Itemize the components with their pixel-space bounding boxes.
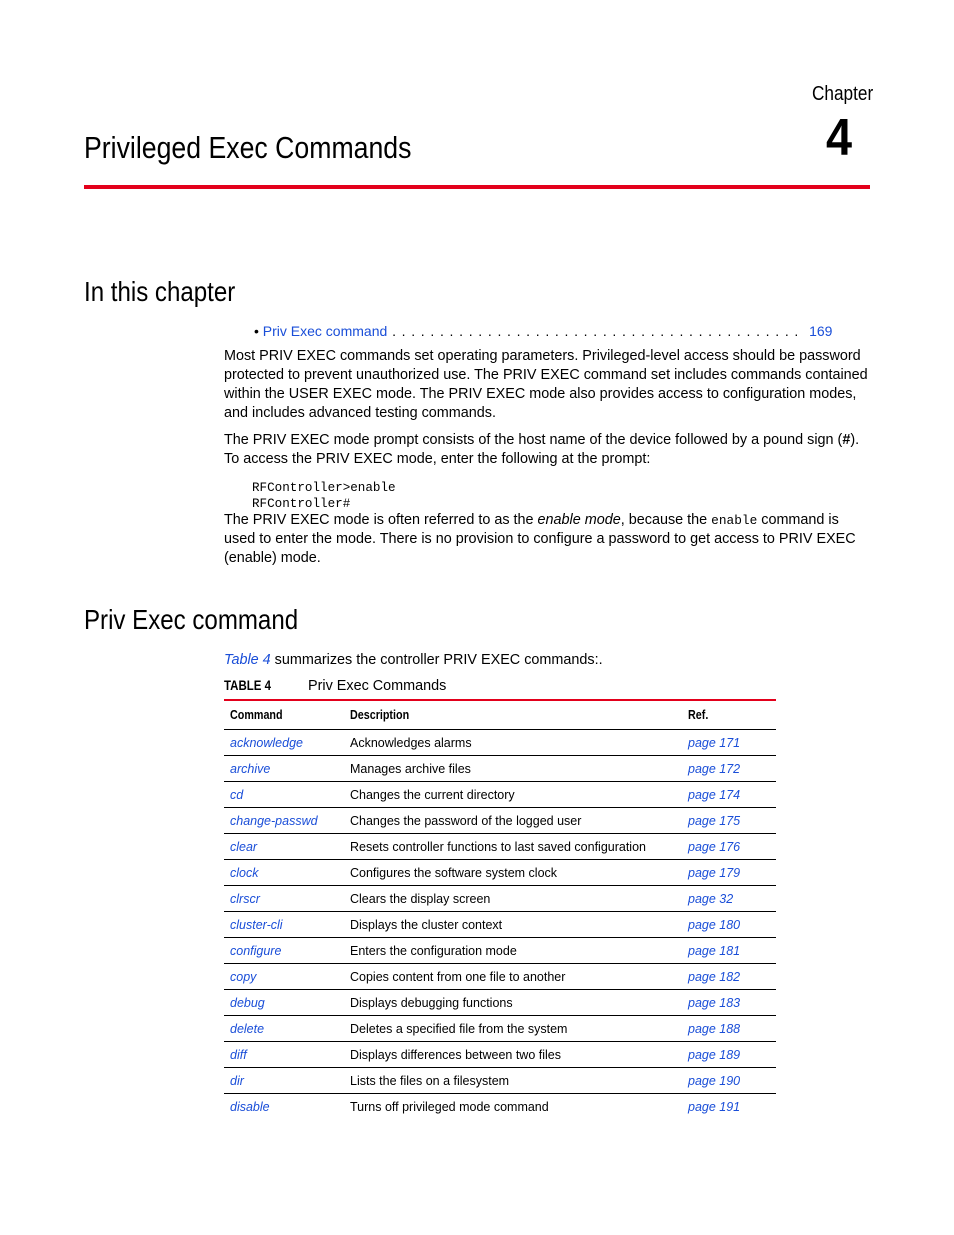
toc-bullet: • [254, 323, 259, 339]
chapter-title: Privileged Exec Commands [84, 130, 412, 165]
page-ref-link[interactable]: page 191 [688, 1099, 741, 1114]
page-ref-link[interactable]: page 175 [682, 808, 776, 834]
section-heading-priv-exec-command: Priv Exec command [84, 604, 299, 635]
table-row [224, 938, 776, 964]
table-header-row [224, 701, 776, 730]
command-description: Enters the configuration mode [344, 938, 682, 964]
table-row [224, 990, 776, 1016]
pound-sign: # [842, 432, 851, 448]
command-link[interactable]: delete [224, 1016, 344, 1042]
command-description: Configures the software system clock [344, 860, 682, 886]
column-header-description: Description [344, 701, 682, 730]
command-link[interactable]: clock [224, 860, 344, 886]
toc-leader-dots: . . . . . . . . . . . . . . . . . . . . . . . . . . . . . . . . . . . . . . . . . . . [387, 323, 800, 339]
command-link[interactable]: archive [224, 756, 344, 782]
command-link[interactable]: disable [230, 1099, 270, 1114]
page-ref-link[interactable]: page 172 [682, 756, 776, 782]
enable-mode-term: enable mode [537, 512, 621, 528]
command-link[interactable]: diff [224, 1042, 344, 1068]
page-ref-link[interactable]: page 174 [682, 782, 776, 808]
table-row [224, 782, 776, 808]
page-ref-link[interactable]: page 32 [682, 886, 776, 912]
page-ref-link[interactable]: page 179 [682, 860, 776, 886]
column-header-ref: Ref. [682, 701, 776, 730]
enable-text-e: command is used to enter the mode. There is no provision to configure a password to get access to PRIV EXEC (enable) mode. [224, 512, 856, 566]
toc-link-priv-exec-command[interactable]: Priv Exec command [262, 323, 388, 339]
command-link[interactable]: clrscr [224, 886, 344, 912]
page-ref-link[interactable]: page 190 [682, 1068, 776, 1094]
page-ref-link[interactable]: page 188 [682, 1016, 776, 1042]
table-row [224, 834, 776, 860]
prompt-paragraph [224, 431, 872, 469]
page-ref-link[interactable]: page 183 [682, 990, 776, 1016]
command-description: Clears the display screen [344, 886, 682, 912]
enable-text-c: , because the [620, 512, 712, 528]
table-intro-text: summarizes the controller PRIV EXEC commands:. [270, 652, 603, 668]
priv-exec-commands-table [224, 699, 776, 1119]
page-ref-link[interactable]: page 189 [682, 1042, 776, 1068]
command-description: Changes the password of the logged user [344, 808, 682, 834]
command-description: Copies content from one file to another [344, 964, 682, 990]
enable-text-a: The PRIV EXEC mode is often referred to as the [224, 512, 538, 528]
command-description: Displays the cluster context [344, 912, 682, 938]
table-row [224, 860, 776, 886]
command-link[interactable]: acknowledge [224, 730, 344, 756]
intro-paragraph: Most PRIV EXEC commands set operating parameters. Privileged-level access should be password protected to prevent unauthorized use. The PRIV EXEC command set includes commands contained within the USER EXEC mode. The PRIV EXEC mode also provides access to configuration modes, and includes advanced testing commands. [224, 348, 868, 421]
command-description: Manages archive files [344, 756, 682, 782]
chapter-label: Chapter [812, 83, 874, 105]
table-caption-title: Priv Exec Commands [308, 678, 447, 694]
chapter-number: 4 [826, 109, 853, 167]
code-example [252, 480, 396, 512]
column-header-command: Command [224, 701, 344, 730]
command-link[interactable]: change-passwd [224, 808, 344, 834]
command-link[interactable]: cd [224, 782, 344, 808]
table-row [224, 912, 776, 938]
command-link[interactable]: configure [224, 938, 344, 964]
command-link[interactable]: dir [224, 1068, 344, 1094]
table-row [224, 808, 776, 834]
command-link[interactable]: copy [224, 964, 344, 990]
table-row [224, 756, 776, 782]
command-description: Changes the current directory [344, 782, 682, 808]
table-row [224, 886, 776, 912]
prompt-text-b: ). To access the PRIV EXEC mode, enter the following at the prompt: [224, 432, 860, 467]
command-link[interactable]: clear [224, 834, 344, 860]
command-description: Acknowledges alarms [344, 730, 682, 756]
prompt-text-a: The PRIV EXEC mode prompt consists of the host name of the device followed by a pound sign ( [224, 432, 843, 448]
command-description: Lists the files on a filesystem [344, 1068, 682, 1094]
enable-command-code: enable [711, 513, 758, 528]
table-row [224, 1094, 776, 1120]
page-ref-link[interactable]: page 181 [682, 938, 776, 964]
table-row [224, 1068, 776, 1094]
code-line: RFController>enable [252, 481, 396, 495]
command-link[interactable]: cluster-cli [224, 912, 344, 938]
chapter-title-rule [84, 185, 870, 189]
section-heading-in-this-chapter: In this chapter [84, 276, 236, 307]
page-ref-link[interactable]: page 171 [682, 730, 776, 756]
command-description: Deletes a specified file from the system [344, 1016, 682, 1042]
toc-entry[interactable] [254, 323, 832, 339]
page-ref-link[interactable]: page 182 [682, 964, 776, 990]
command-description: Turns off privileged mode command [350, 1099, 549, 1114]
code-line: RFController# [252, 497, 351, 511]
command-description: Resets controller functions to last saved configuration [344, 834, 682, 860]
table-row [224, 964, 776, 990]
table-row [224, 1016, 776, 1042]
table-reference-link[interactable]: Table 4 [224, 652, 271, 668]
page-ref-link[interactable]: page 180 [682, 912, 776, 938]
table-intro [224, 651, 872, 670]
command-description: Displays debugging functions [344, 990, 682, 1016]
table-caption [224, 677, 446, 694]
command-description: Displays differences between two files [344, 1042, 682, 1068]
toc-page-number[interactable]: 169 [809, 323, 833, 339]
table-row [224, 730, 776, 756]
page-ref-link[interactable]: page 176 [682, 834, 776, 860]
table-row [224, 1042, 776, 1068]
enable-mode-paragraph [224, 511, 872, 568]
command-link[interactable]: debug [224, 990, 344, 1016]
table-caption-label: TABLE 4 [224, 677, 271, 693]
